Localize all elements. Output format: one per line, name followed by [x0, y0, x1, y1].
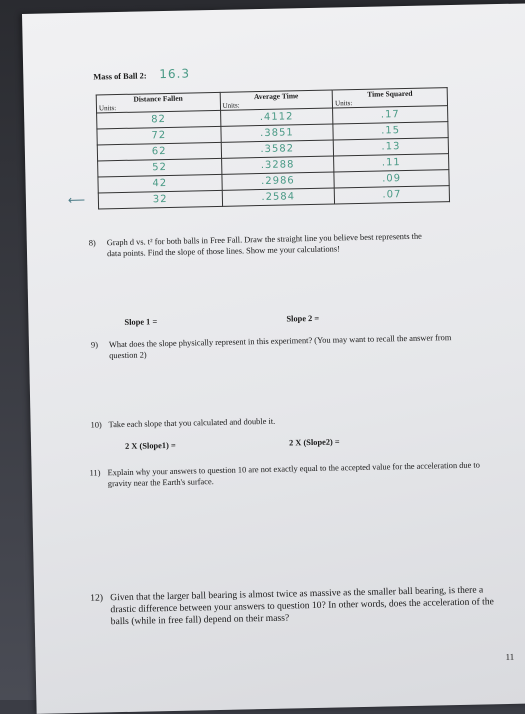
header-time-squared: Time Squared Units:	[332, 88, 447, 108]
double-slope1-label: 2 X (Slope1) =	[124, 440, 176, 451]
distance-cell: 72	[97, 126, 221, 145]
mass-label: Mass of Ball 2:	[93, 71, 147, 82]
average-time-cell: .4112	[220, 108, 333, 126]
q12-text: Given that the larger ball bearing is almost twice as massive as the smaller ball bearing, is there a drastic difference between your answers to question 10? In other words, does the acceleration of the balls (while in free fall) depend on their mass?	[110, 584, 494, 628]
mass-value: 16.3	[159, 66, 191, 82]
data-table	[96, 87, 450, 209]
distance-cell: 42	[98, 174, 222, 193]
slope1-label: Slope 1 =	[124, 317, 158, 327]
average-time-cell: .3851	[220, 124, 333, 142]
average-time-cell: .3582	[221, 140, 334, 158]
q11-text: Explain why your answers to question 10 are not exactly equal to the accepted value for the acceleration due to gravity near the Earth's surface.	[107, 460, 480, 488]
distance-cell: 52	[98, 158, 222, 177]
time-squared-cell: .17	[333, 106, 448, 124]
worksheet-page	[22, 3, 525, 714]
slope2-label: Slope 2 =	[286, 313, 320, 324]
q10-number: 10)	[90, 420, 102, 430]
double-slope2-label: 2 X (Slope2) =	[288, 437, 340, 448]
hand-drawn-arrow-icon: ⟵	[67, 192, 86, 208]
average-time-cell: .2986	[221, 172, 334, 190]
average-time-cell: .2584	[222, 188, 335, 206]
q8-text: Graph d vs. t² for both balls in Free Fall. Draw the straight line you believe best represents the data points. Find the slope of those lines. Show me your calculations!	[106, 231, 422, 258]
time-squared-cell: .15	[333, 122, 448, 140]
header-distance: Distance Fallen Units:	[96, 92, 220, 113]
q11-number: 11)	[89, 468, 101, 478]
q8-number: 8)	[88, 238, 96, 248]
distance-cell: 62	[97, 142, 221, 161]
time-squared-cell: .07	[334, 186, 449, 204]
page-number: 11	[505, 651, 515, 663]
time-squared-cell: .11	[334, 154, 449, 172]
q9-number: 9)	[90, 340, 99, 350]
header-average-time: Average Time Units:	[220, 90, 333, 110]
distance-cell: 32	[98, 190, 222, 209]
distance-cell: 82	[97, 110, 221, 129]
q12-number: 12)	[90, 592, 104, 604]
average-time-cell: .3288	[221, 156, 334, 174]
time-squared-cell: .13	[333, 138, 448, 156]
q10-text: Take each slope that you calculated and double it.	[108, 416, 276, 430]
time-squared-cell: .09	[334, 170, 449, 188]
q9-text: What does the slope physically represent in this experiment? (You may want to recall the answer from question 2)	[108, 333, 452, 360]
